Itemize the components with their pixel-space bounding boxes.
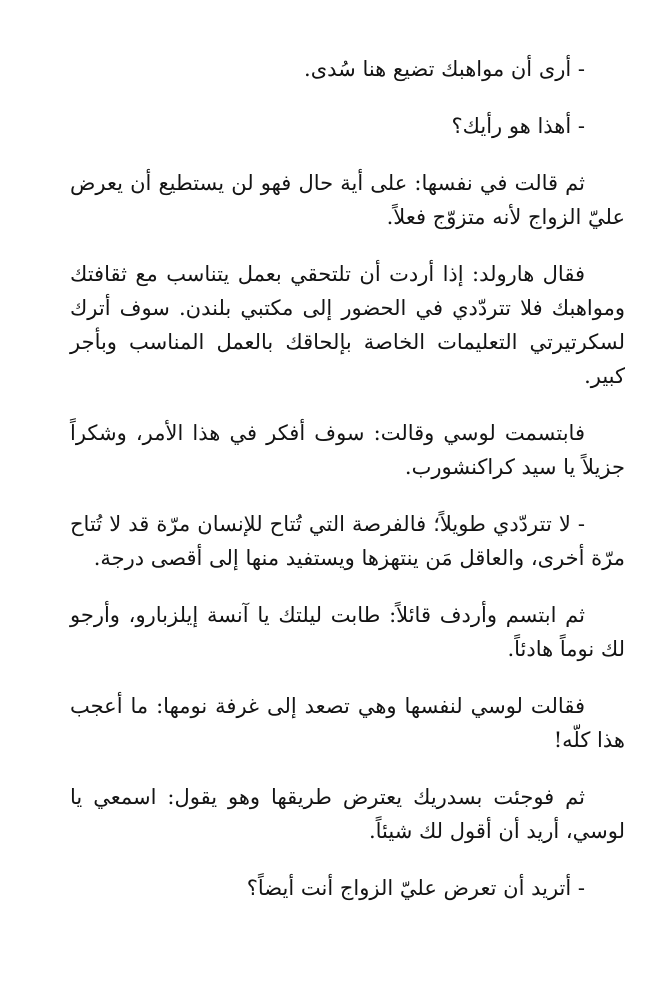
paragraph-10: - أتريد أن تعرض عليّ الزواج أنت أيضاً؟ <box>246 876 585 900</box>
paragraph-6: - لا تتردّدي طويلاً؛ فالفرصة التي تُتاح للإنسان مرّة قد لا تُتاح مرّة أخرى، والعاقل مَن ينتهزها ويستفيد منها إلى أقصى درجة. <box>70 512 625 570</box>
paragraph-1: - أرى أن مواهبك تضيع هنا سُدى. <box>304 57 585 81</box>
paragraph-8: فقالت لوسي لنفسها وهي تصعد إلى غرفة نومها: ما أعجب هذا كلّه! <box>70 694 625 752</box>
paragraph-5: فابتسمت لوسي وقالت: سوف أفكر في هذا الأمر، وشكراً جزيلاً يا سيد كراكنشورب. <box>70 421 625 479</box>
paragraph-3: ثم قالت في نفسها: على أية حال فهو لن يستطيع أن يعرض عليّ الزواج لأنه متزوّج فعلاً. <box>70 171 625 229</box>
paragraph-4: فقال هارولد: إذا أردت أن تلتحقي بعمل يتناسب مع ثقافتك ومواهبك فلا تتردّدي في الحضور إلى مكتبي بلندن. سوف أترك لسكرتيرتي التعليمات الخاصة بإلحاقك بالعمل المناسب وبأجر كبير. <box>70 262 625 388</box>
paragraph-2: - أهذا هو رأيك؟ <box>451 114 585 138</box>
paragraph-9: ثم فوجئت بسدريك يعترض طريقها وهو يقول: اسمعي يا لوسي، أريد أن أقول لك شيئاً. <box>70 785 625 843</box>
paragraph-7: ثم ابتسم وأردف قائلاً: طابت ليلتك يا آنسة إيلزبارو، وأرجو لك نوماً هادئاً. <box>70 603 625 661</box>
